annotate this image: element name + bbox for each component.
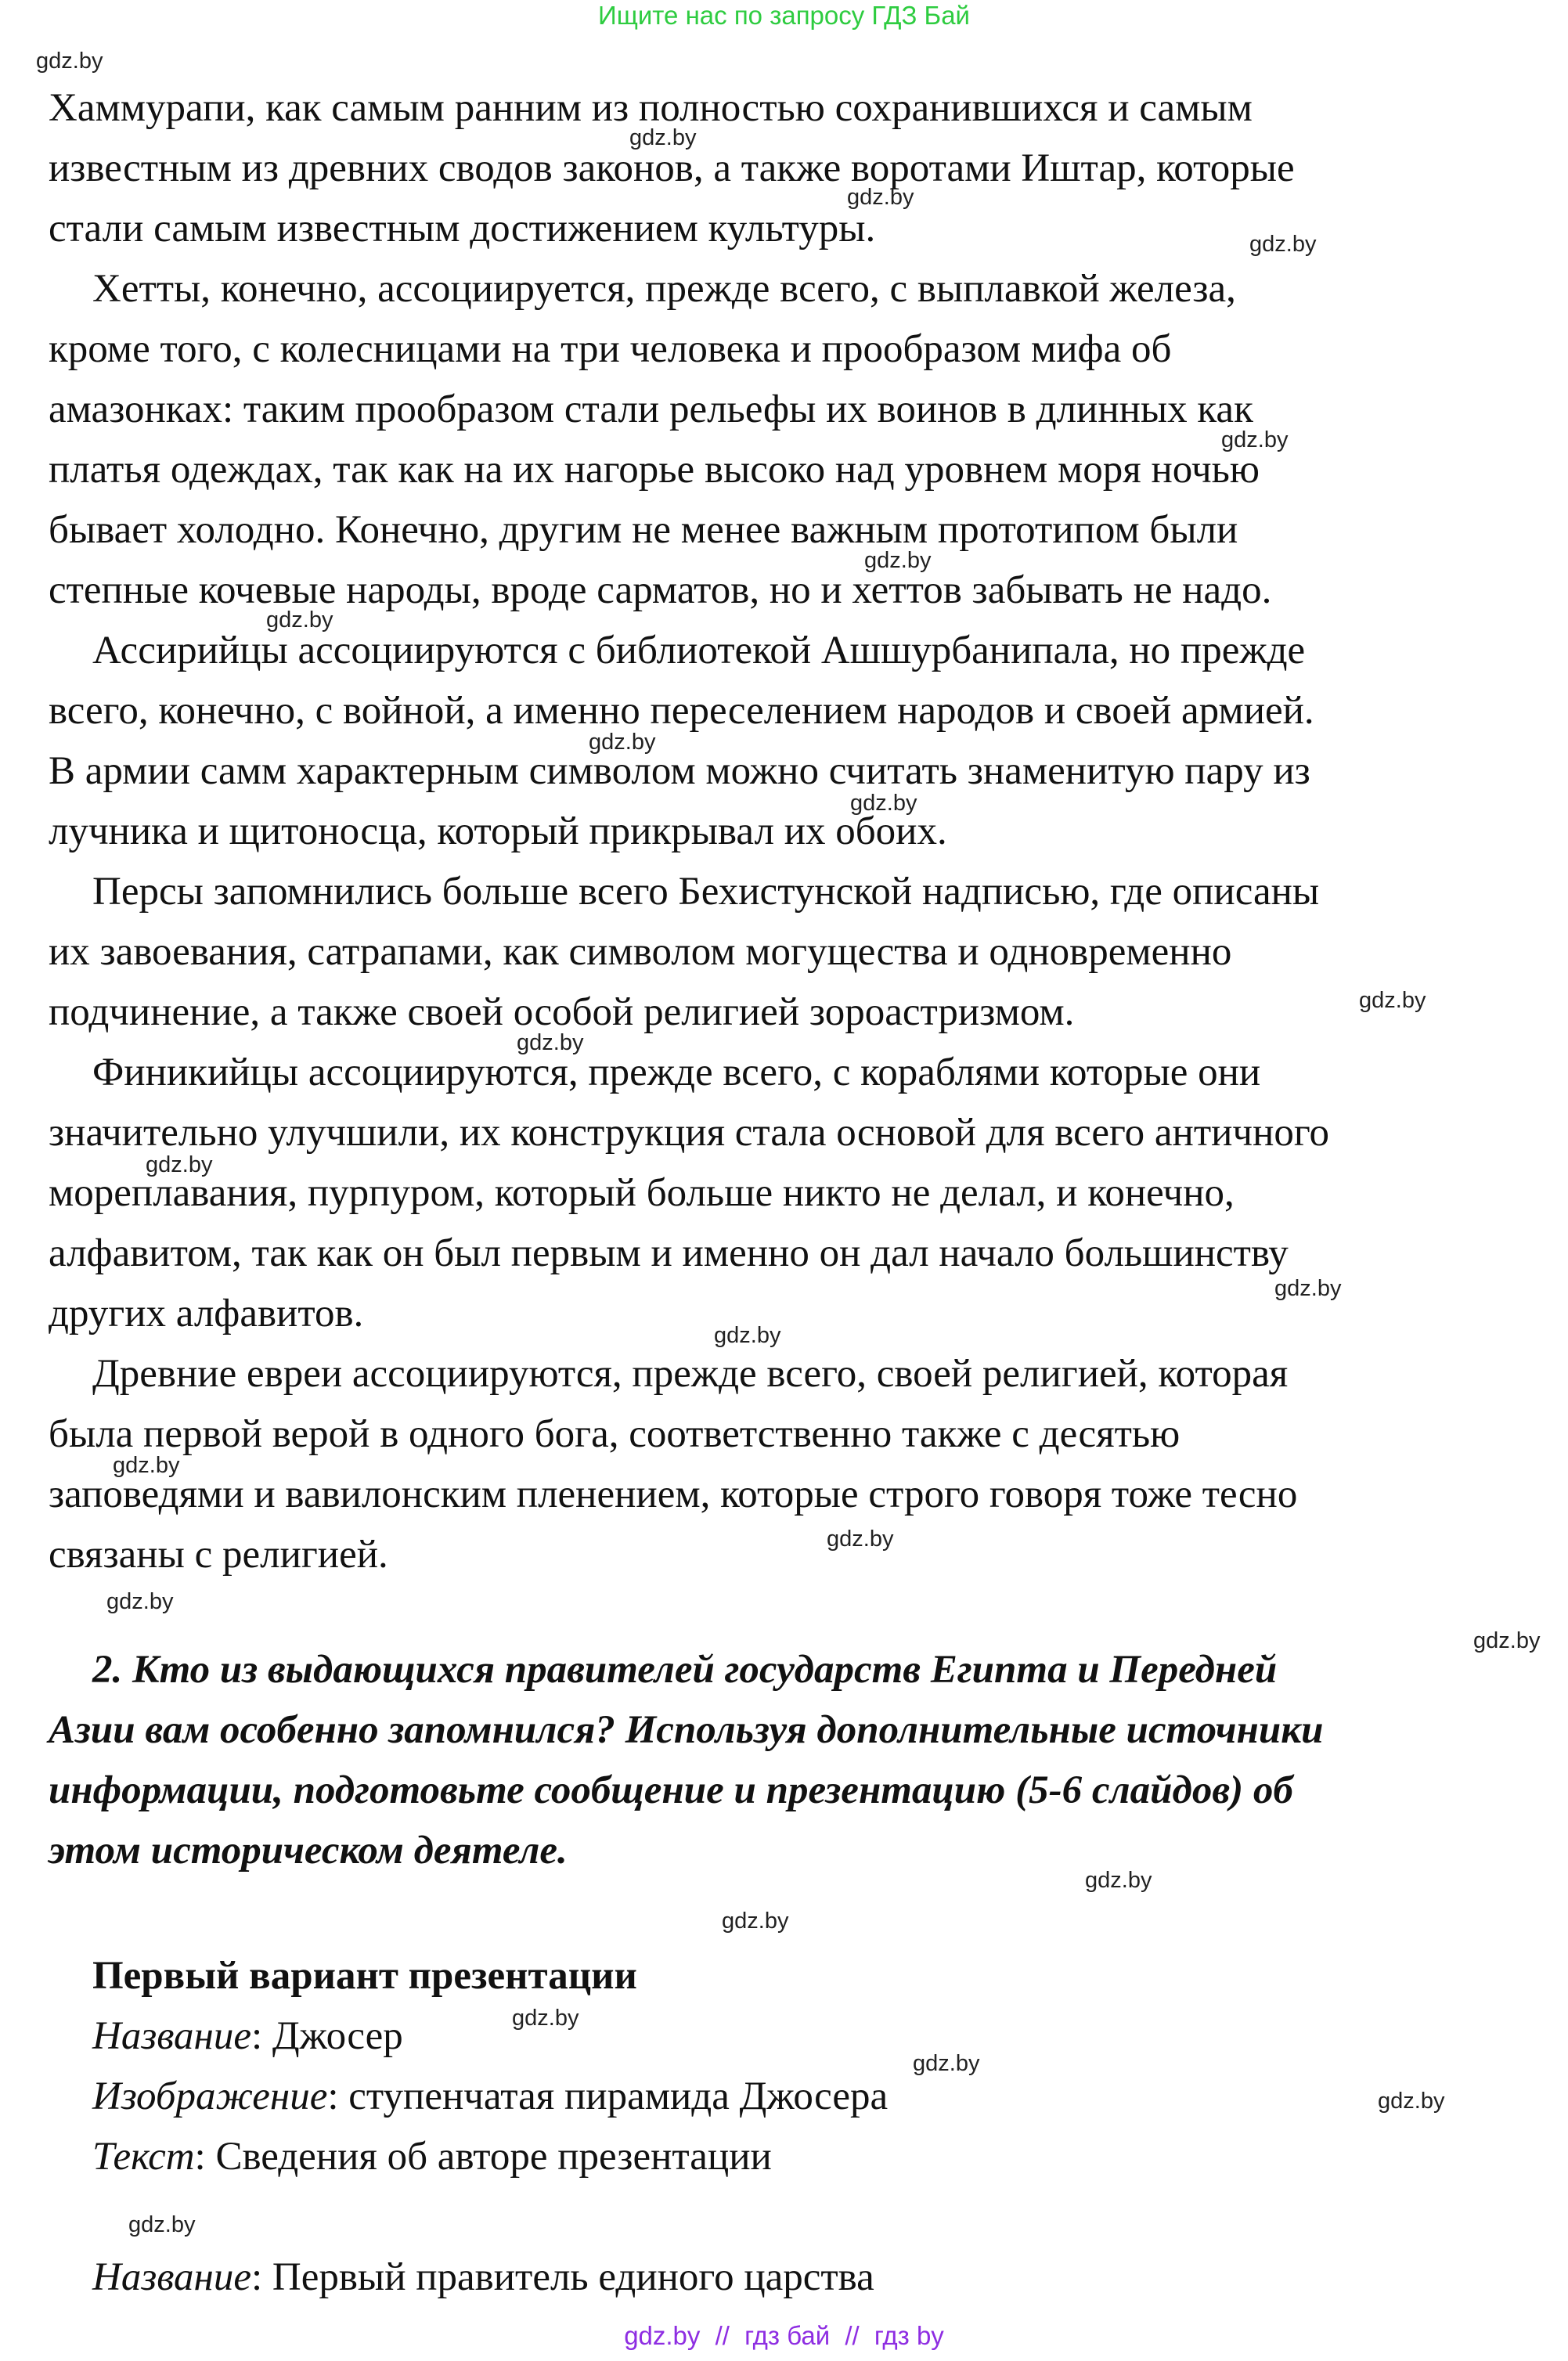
watermark: gdz.by: [106, 1589, 174, 1614]
text-line: их завоевания, сатрапами, как символом могущества и одновременно: [49, 930, 1232, 974]
text-line: подчинение, а также своей особой религией зороастризмом.: [49, 990, 1075, 1034]
text-line: была первой верой в одного бога, соответственно также с десятью: [49, 1412, 1181, 1456]
text-line: стали самым известным достижением культуры.: [49, 207, 876, 251]
watermark: gdz.by: [512, 2006, 579, 2031]
separator: //: [845, 2321, 860, 2350]
text-line: Персы запомнились больше всего Бехистунской надписью, где описаны: [92, 870, 1320, 914]
text-line: значительно улучшили, их конструкция стала основой для всего античного: [49, 1111, 1330, 1155]
slide1-image: [92, 2067, 1501, 2127]
slide1-name-value: : Джосер: [251, 2014, 403, 2058]
text-line: заповедями и вавилонским пленением, которые строго говоря тоже тесно: [49, 1472, 1298, 1516]
watermark: gdz.by: [113, 1453, 180, 1478]
watermark: gdz.by: [1274, 1276, 1342, 1301]
text-line: амазонках: таким прообразом стали рельефы их воинов в длинных как: [49, 387, 1253, 431]
watermark: gdz.by: [827, 1527, 894, 1552]
presentation-section: [92, 1946, 1501, 2308]
text-line: бывает холодно. Конечно, другим не менее важным прототипом были: [49, 508, 1238, 552]
slide2-name-label: Название: [92, 2255, 251, 2299]
text-line: известным из древних сводов законов, а также воротами Иштар, которые: [49, 146, 1295, 190]
watermark: gdz.by: [146, 1152, 213, 1177]
watermark: gdz.by: [864, 548, 932, 573]
top-banner[interactable]: Ищите нас по запросу ГДЗ Бай: [598, 1, 970, 30]
text-line: всего, конечно, с войной, а именно переселением народов и своей армией.: [49, 689, 1314, 733]
watermark: gdz.by: [1085, 1868, 1152, 1893]
watermark: gdz.by: [850, 791, 917, 816]
slide2-name: [92, 2247, 1501, 2308]
question-line: Азии вам особенно запомнился? Используя дополнительные источники: [49, 1708, 1324, 1752]
text-line: мореплавания, пурпуром, который больше никто не делал, и конечно,: [49, 1171, 1235, 1215]
text-line: платья одеждах, так как на их нагорье высоко над уровнем моря ночью: [49, 448, 1260, 492]
text-line: Ассирийцы ассоциируются с библиотекой Ашшурбанипала, но прежде: [92, 629, 1306, 672]
watermark: gdz.by: [36, 49, 103, 74]
slide1-name-label: Название: [92, 2014, 251, 2058]
watermark: gdz.by: [517, 1030, 584, 1055]
watermark: gdz.by: [629, 125, 697, 150]
spacer: [92, 2187, 1501, 2247]
presentation-title: Первый вариант презентации: [92, 1954, 637, 1998]
text-line: Хетты, конечно, ассоциируется, прежде всего, с выплавкой железа,: [92, 267, 1236, 311]
slide1-text-value: : Сведения об авторе презентации: [194, 2135, 772, 2179]
bottom-links: [0, 2319, 1568, 2353]
slide1-image-value: : ступенчатая пирамида Джосера: [327, 2074, 889, 2118]
text-line: алфавитом, так как он был первым и именно он дал начало большинству: [49, 1231, 1289, 1275]
question-line: информации, подготовьте сообщение и презентацию (5-6 слайдов) об: [49, 1768, 1293, 1812]
text-line: В армии самм характерным символом можно считать знаменитую пару из: [49, 749, 1310, 793]
text-line: связаны с религией.: [49, 1533, 388, 1577]
text-line: лучника и щитоносца, который прикрывал их обоих.: [49, 809, 947, 853]
text-line: Древние евреи ассоциируются, прежде всего, своей религией, которая: [92, 1352, 1289, 1396]
slide1-text-label: Текст: [92, 2135, 195, 2179]
watermark: gdz.by: [128, 2212, 196, 2237]
text-line: других алфавитов.: [49, 1292, 364, 1335]
slide1-name: [92, 2006, 1501, 2067]
watermark: gdz.by: [1359, 988, 1426, 1013]
question-line: этом историческом деятеле.: [49, 1829, 568, 1873]
watermark: gdz.by: [266, 607, 333, 633]
text-line: степные кочевые народы, вроде сарматов, но и хеттов забывать не надо.: [49, 568, 1272, 612]
answer-text: [49, 78, 1520, 1585]
slide1-text: [92, 2127, 1501, 2187]
watermark: gdz.by: [1378, 2089, 1445, 2114]
watermark: gdz.by: [847, 185, 914, 210]
text-line: кроме того, с колесницами на три человека и прообразом мифа об: [49, 327, 1172, 371]
bottom-link-gdz-bai[interactable]: гдз бай: [744, 2321, 831, 2350]
watermark: gdz.by: [1473, 1628, 1541, 1653]
watermark: gdz.by: [714, 1323, 781, 1348]
question-line: 2. Кто из выдающихся правителей государств Египта и Передней: [92, 1648, 1278, 1692]
separator: //: [715, 2321, 730, 2350]
slide1-image-label: Изображение: [92, 2074, 328, 2118]
slide2-name-value: : Первый правитель единого царства: [251, 2255, 874, 2299]
text-line: Хаммурапи, как самым ранним из полностью сохранившихся и самым: [49, 86, 1253, 130]
watermark: gdz.by: [722, 1909, 789, 1934]
text-line: Финикийцы ассоциируются, прежде всего, с кораблями которые они: [92, 1051, 1261, 1094]
watermark: gdz.by: [1249, 232, 1317, 257]
watermark: gdz.by: [589, 730, 656, 755]
bottom-link-gdz[interactable]: gdz.by: [624, 2321, 701, 2350]
watermark: gdz.by: [913, 2051, 980, 2076]
watermark: gdz.by: [1221, 427, 1289, 452]
question-2: [49, 1640, 1520, 1881]
bottom-link-gdz-by[interactable]: гдз by: [874, 2321, 944, 2350]
